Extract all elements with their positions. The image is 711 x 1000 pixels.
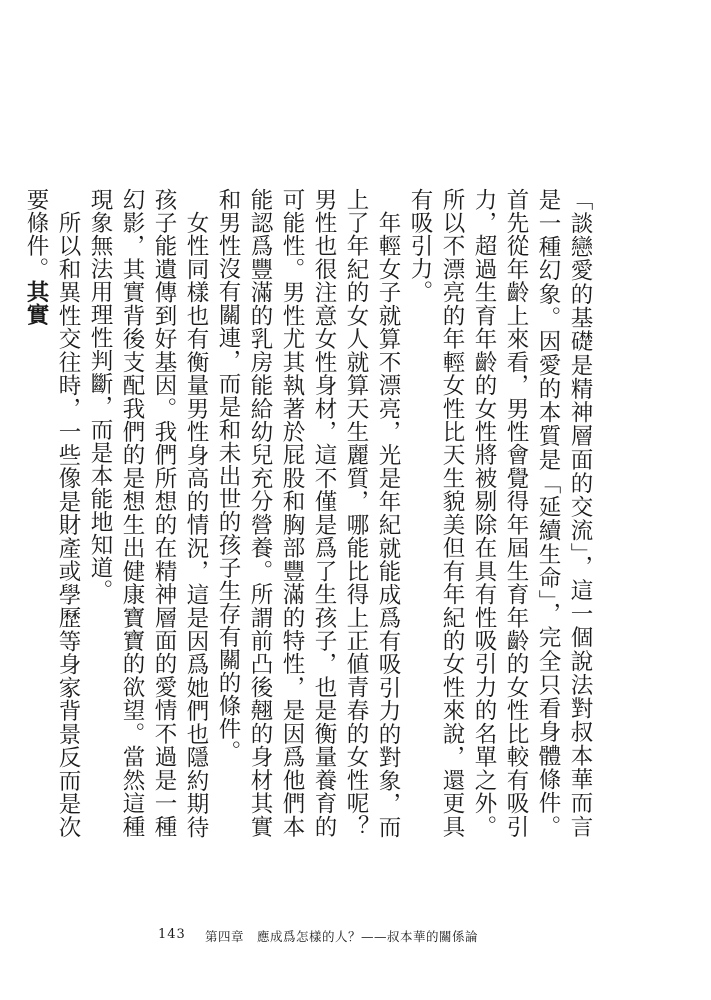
- paragraph-3: 女性同樣也有衡量男性身高的情況，這是因爲她們也隱約期待孩子能遺傳到好基因。我們所想的在精神層面的愛情不過是一種幻影，其實背後支配我們的是想生出健康寶寶的欲望。當然這種現象無法用理性判斷，而是本能地知道。: [87, 188, 209, 838]
- paragraph-4-text: 所以和異性交往時，一些像是財產或學歷等身家背景反而是次要條件。: [23, 188, 81, 838]
- paragraph-1: 「談戀愛的基礎是精神層面的交流」，這一個說法對叔本華而言是一種幻象。因愛的本質是「延續生命」，完全只看身體條件。首先從年齡上來看，男性會覺得年屆生育年齡的女性比較有吸引力，超過生育年齡的女性將被剔除在具有性吸引力的名單之外。所以不漂亮的年輕女性比天生貌美但有年紀的女性來說，還更具有吸引力。: [407, 188, 593, 838]
- running-head: 第四章 應成爲怎樣的人？——叔本華的關係論: [205, 929, 479, 944]
- vertical-text-body: [23, 188, 596, 838]
- paragraph-2: 年輕女子就算不漂亮，光是年紀就能成爲有吸引力的對象，而上了年紀的女人就算天生麗質，哪能比得上正値青春的女性呢？男性也很注意女性身材，這不僅是爲了生孩子，也是衡量養育的可能性。男性尤其執著於屁股和胸部豐滿的特性，是因爲他們本能認爲豐滿的乳房能給幼兒充分營養。所謂前凸後翹的身材其實和男性沒有關連，而是和未出世的孩子生存有關的條件。: [215, 188, 401, 838]
- paragraph-4-bold-text: 其實: [23, 280, 49, 326]
- page-number: 143: [158, 927, 186, 942]
- paragraph-4: [20, 188, 84, 838]
